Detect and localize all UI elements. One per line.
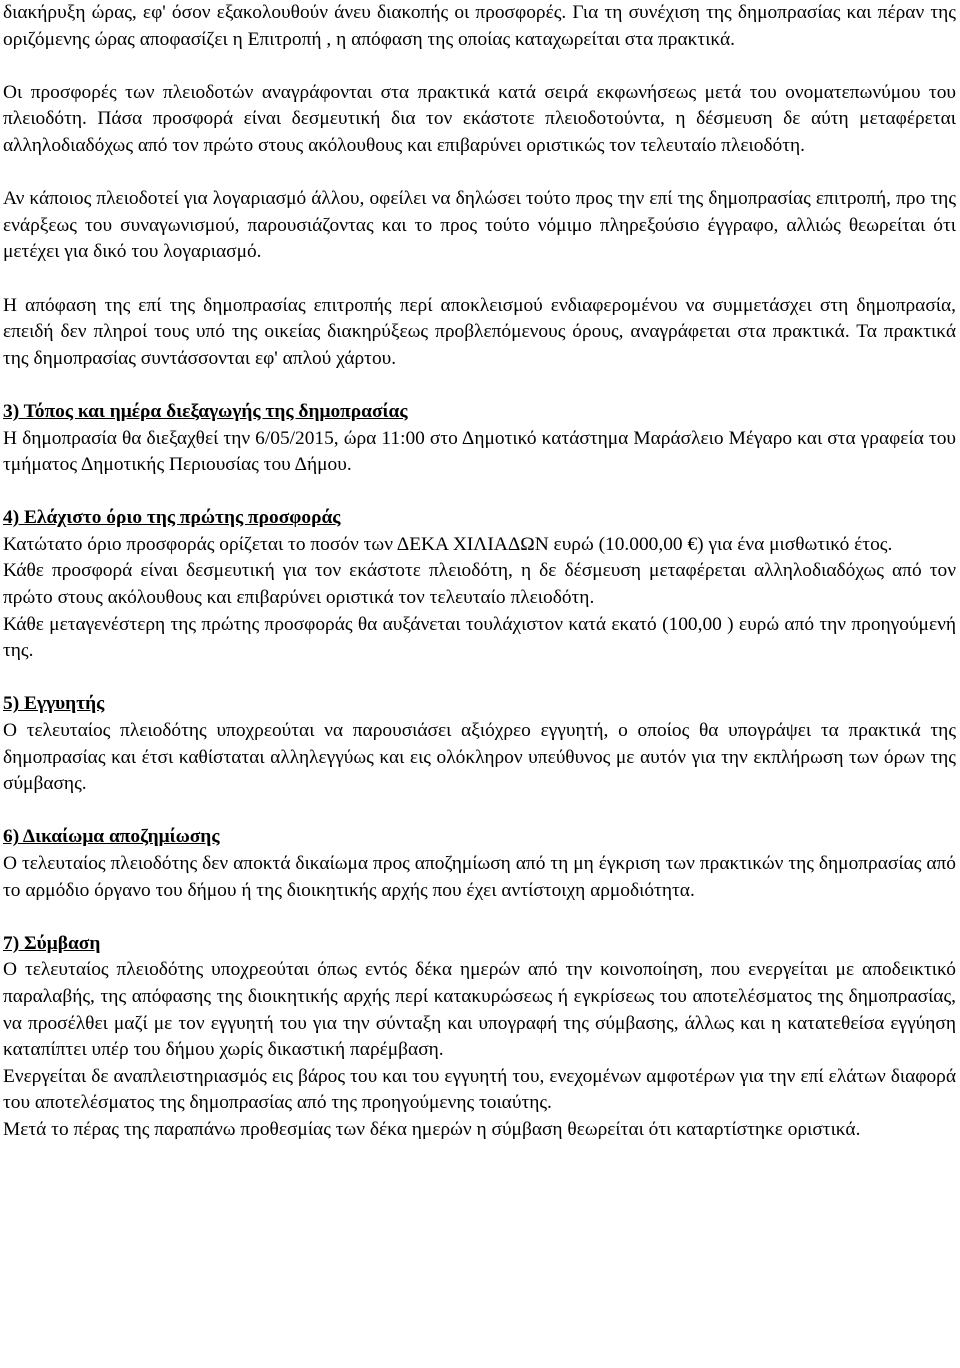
paragraph-contract-final: Μετά το πέρας της παραπάνω προθεσμίας των δέκα ημερών η σύμβαση θεωρείται ότι καταρτίστηκε οριστικά.	[3, 1118, 861, 1140]
section-heading-7-text: 7) Σύμβαση	[3, 932, 101, 954]
paragraph-bid-increment: Κάθε μεταγενέστερη της πρώτης προσφοράς θα αυξάνεται τουλάχιστον κατά εκατό (100,00 ) ευρώ από την προηγούμενή της.	[3, 613, 956, 662]
paragraph-bidding-on-behalf: Αν κάποιος πλειοδοτεί για λογαριασμό άλλου, οφείλει να δηλώσει τούτο προς την επί της δημοπρασίας επιτροπή, προ της ενάρξεως του συναγωνισμού, παρουσιάζοντας και το προς τούτο νόμιμο πληρεξούσιο έγγραφο, αλλιώς θεωρείται ότι μετέχει για δικό του λογαριασμό.	[3, 188, 956, 263]
paragraph-bid-binding: Κάθε προσφορά είναι δεσμευτική για τον εκάστοτε πλειοδότη, η δε δέσμευση μεταφέρεται αλληλοδιαδόχως από τον πρώτο στους ακόλουθους και επιβαρύνει οριστικά τον τελευταίο πλειοδότη.	[3, 560, 956, 609]
paragraph-auction-extension: διακήρυξη ώρας, εφ' όσον εξακολουθούν άνευ διακοπής οι προσφορές. Για τη συνέχιση της δημοπρασίας και πέραν της οριζόμενης ώρας αποφασίζει η Επιτροπή , η απόφαση της οποίας καταχωρείται στα πρακτικά.	[3, 2, 956, 50]
paragraph-contract-signing: Ο τελευταίος πλειοδότης υποχρεούται όπως εντός δέκα ημερών από την κοινοποίηση, που ενεργείται με αποδεικτικό παραλαβής, της απόφασης της διοικητικής αρχής περί κατακυρώσεως ή εγκρίσεως του αποτελέσματος της δημοπρασίας, να προσέλθει μαζί με τον εγγυητή του για την σύνταξη και υπογραφή της σύμβασης, άλλως και η κατατεθείσα εγγύηση καταπίπτει υπέρ του δήμου χωρίς δικαστική παρέμβαση.	[3, 959, 956, 1061]
paragraph-minimum-bid: Κατώτατο όριο προσφοράς ορίζεται το ποσόν των ΔΕΚΑ ΧΙΛΙΑΔΩΝ ευρώ (10.000,00 €) για ένα μισθωτικό έτος.	[3, 533, 893, 555]
paragraph-bids-recording: Οι προσφορές των πλειοδοτών αναγράφονται στα πρακτικά κατά σειρά εκφωνήσεως μετά του ονοματεπωνύμου του πλειοδότη. Πάσα προσφορά είναι δεσμευτική δια τον εκάστοτε πλειοδοτούντα, η δέσμευση δε αύτη μεταφέρεται αλληλοδιαδόχως από τον πρώτο στους ακόλουθους και επιβαρύνει οριστικώς τον τελευταίο πλειοδότη.	[3, 81, 956, 156]
section-heading-3	[3, 399, 956, 426]
section-heading-3-text: 3) Τόπος και ημέρα διεξαγωγής της δημοπρασίας	[3, 400, 408, 422]
section-heading-5-text: 5) Εγγυητής	[3, 693, 105, 715]
paragraph-guarantor: Ο τελευταίος πλειοδότης υποχρεούται να παρουσιάσει αξιόχρεο εγγυητή, ο οποίος θα υπογράψει τα πρακτικά της δημοπρασίας και έτσι καθίσταται αλληλεγγύως και εις ολόκληρον υπεύθυνος με αυτόν για την εκπλήρωση των όρων της σύμβασης.	[3, 720, 956, 795]
section-heading-4-text: 4) Ελάχιστο όριο της πρώτης προσφοράς	[3, 507, 341, 529]
section-heading-6-text: 6) Δικαίωμα αποζημίωσης	[3, 826, 220, 848]
section-heading-4	[3, 505, 956, 532]
section-heading-7	[3, 931, 956, 958]
paragraph-compensation: Ο τελευταίος πλειοδότης δεν αποκτά δικαίωμα προς αποζημίωση από τη μη έγκριση των πρακτικών της δημοπρασίας από το αρμόδιο όργανο του δήμου ή της διοικητικής αρχής που έχει αντίστοιχη αρμοδιότητα.	[3, 853, 956, 901]
paragraph-auction-date: Η δημοπρασία θα διεξαχθεί την 6/05/2015, ώρα 11:00 στο Δημοτικό κατάστημα Μαράσλειο Μέγαρο και στα γραφεία του τμήματος Δημοτικής Περιουσίας του Δήμου.	[3, 427, 956, 476]
paragraph-exclusion-decision: Η απόφαση της επί της δημοπρασίας επιτροπής περί αποκλεισμού ενδιαφερομένου να συμμετάσχει στη δημοπρασία, επειδή δεν πληροί τους υπό της οικείας διακηρύξεως προβλεπόμενους όρους, αναγράφεται στα πρακτικά. Τα πρακτικά της δημοπρασίας συντάσσονται εφ' απλού χάρτου.	[3, 294, 956, 369]
paragraph-re-auction: Ενεργείται δε αναπλειστηριασμός εις βάρος του και του εγγυητή του, ενεχομένων αμφοτέρων για την επί ελάτων διαφορά του αποτελέσματος της δημοπρασίας από της προηγούμενης τοιαύτης.	[3, 1065, 956, 1114]
section-heading-5	[3, 691, 956, 718]
section-heading-6	[3, 824, 956, 851]
